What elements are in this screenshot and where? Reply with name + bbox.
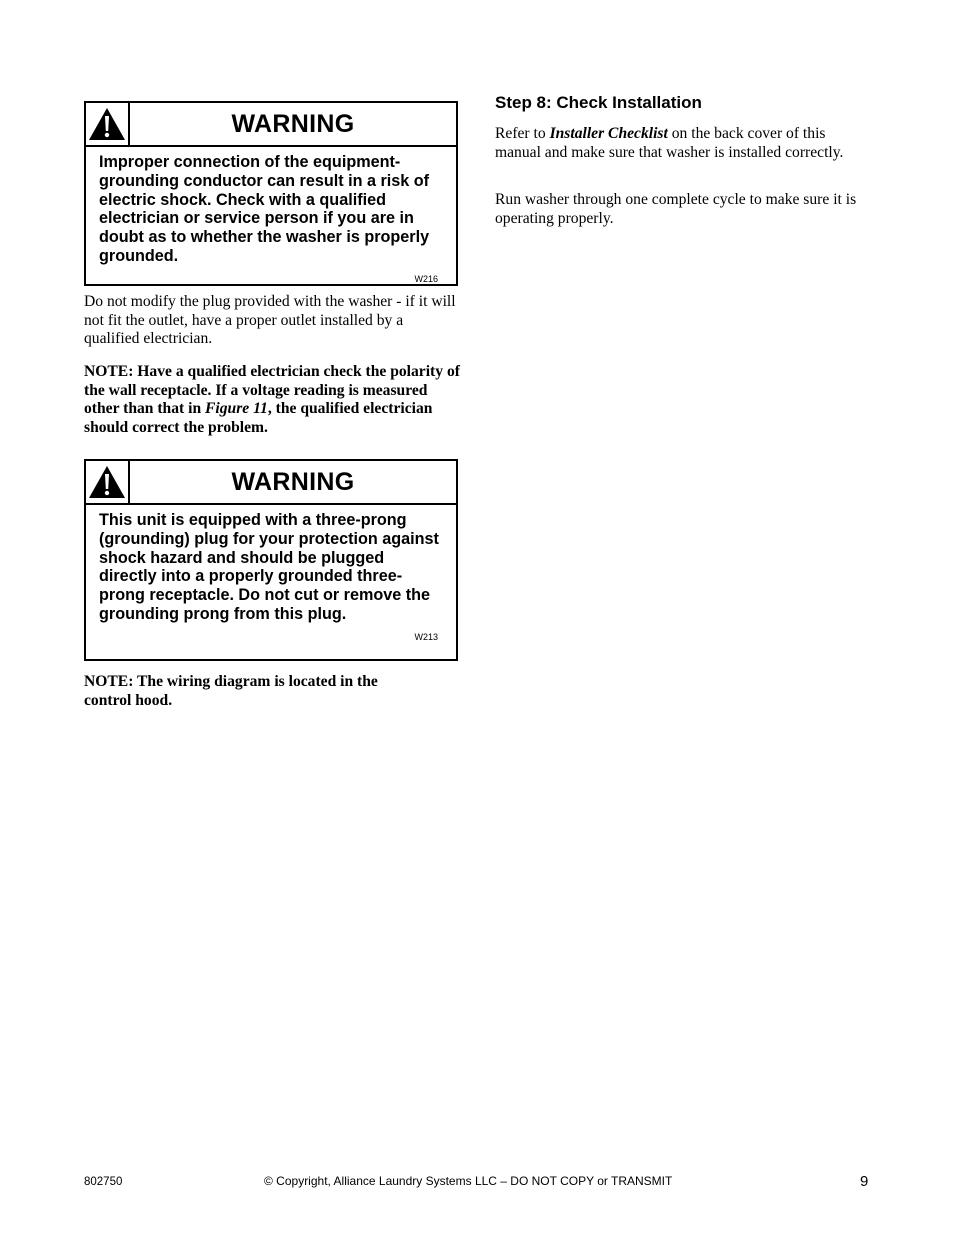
checklist-prefix: Refer to — [495, 125, 550, 142]
plug-paragraph: Do not modify the plug provided with the washer - if it will not fit the outlet, have a proper outlet installed by a qualified electrician. — [84, 293, 456, 347]
warning-message: Improper connection of the equipment-grounding conductor can result in a risk of electric shock. Check with a qualified electrician or service person if you are in doubt as to whether the washer is properly grounded. — [99, 153, 430, 265]
warning-code: W213 — [414, 631, 438, 642]
warning-box-three-prong — [84, 459, 458, 661]
checklist-suffix: on the back cover of this manual and make sure that washer is installed correctly. — [495, 125, 844, 161]
page-number: 9 — [860, 1173, 869, 1190]
polarity-note-prefix: NOTE: Have a qualified electrician check the polarity of the wall receptacle. If a voltage reading is measured other than that in — [84, 363, 460, 417]
figure-reference: Figure 11 — [205, 400, 268, 417]
warning-text — [86, 505, 456, 655]
copyright-notice: © Copyright, Alliance Laundry Systems LLC – DO NOT COPY or TRANSMIT — [264, 1174, 673, 1188]
warning-message: This unit is equipped with a three-prong (grounding) plug for your protection against shock hazard and should be plugged directly into a properly grounded three-prong receptacle. Do not cut or remove the grounding prong from this plug. — [99, 511, 439, 623]
warning-triangle-icon — [86, 103, 130, 145]
polarity-note-suffix: , the qualified electrician should correct the problem. — [84, 400, 433, 436]
step-heading: Step 8: Check Installation — [495, 93, 702, 112]
doc-number: 802750 — [84, 1176, 123, 1188]
warning-header — [86, 103, 456, 147]
warning-header — [86, 461, 456, 505]
warning-code: W216 — [414, 273, 438, 284]
run-cycle-paragraph: Run washer through one complete cycle to make sure it is operating properly. — [495, 191, 857, 227]
installer-checklist-ref: Installer Checklist — [549, 125, 668, 142]
warning-text — [86, 147, 456, 297]
warning-triangle-icon — [86, 461, 130, 503]
warning-box-grounding — [84, 101, 458, 286]
warning-title: WARNING — [231, 109, 355, 138]
wiring-note: NOTE: The wiring diagram is located in the control hood. — [84, 673, 378, 709]
warning-title: WARNING — [231, 467, 355, 496]
checklist-paragraph — [495, 125, 870, 162]
polarity-note — [84, 363, 462, 437]
